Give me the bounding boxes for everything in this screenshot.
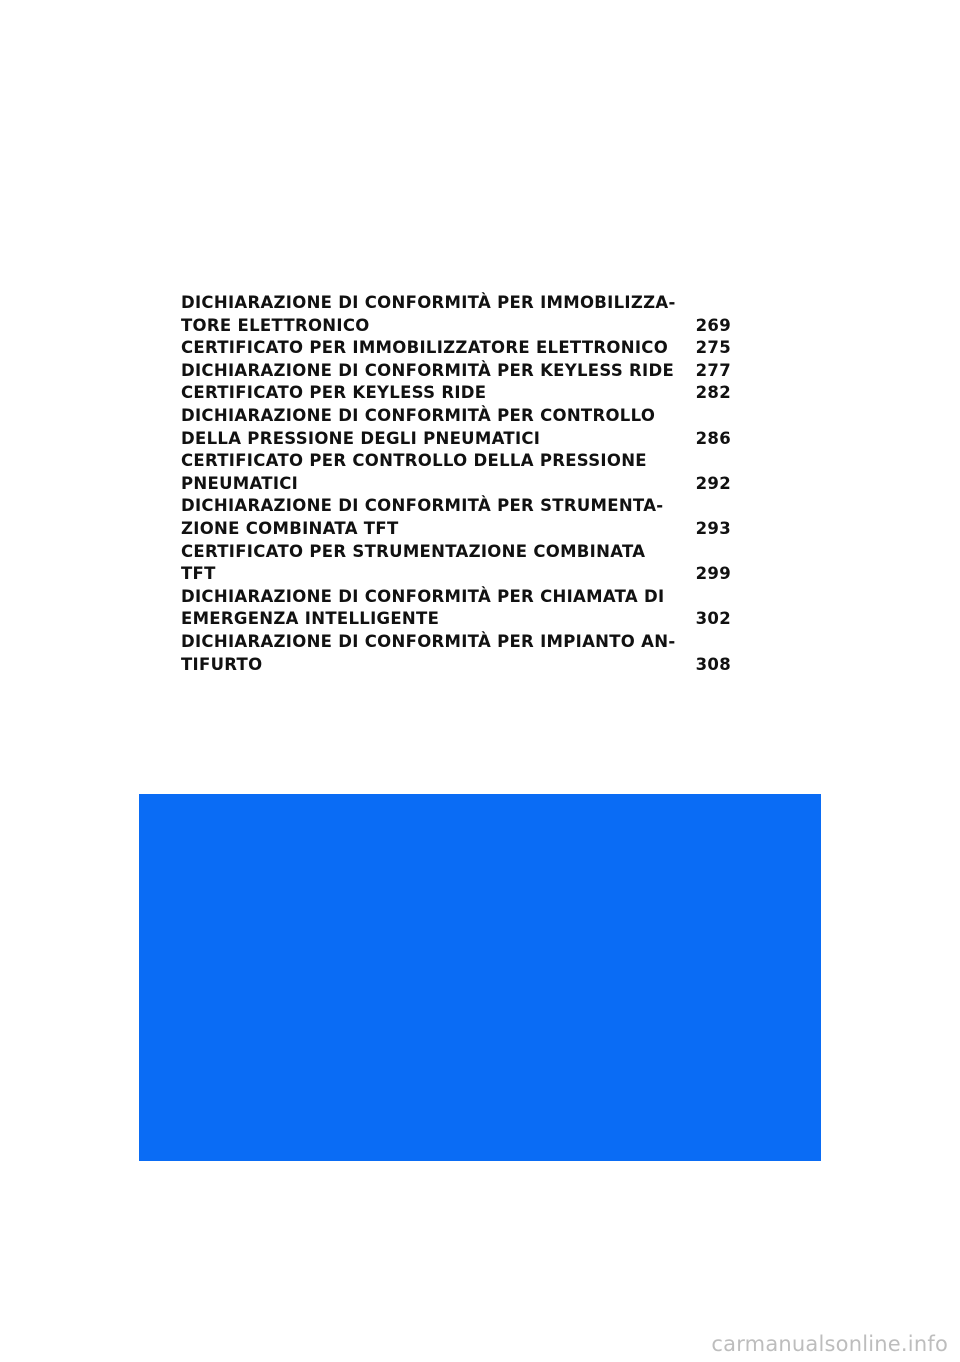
toc-entry-page: 292 — [695, 473, 731, 493]
toc-entry-title: CERTIFICATO PER STRUMENTAZIONE COMBINATA TFT — [181, 541, 646, 584]
table-of-contents — [181, 292, 731, 676]
toc-entry[interactable] — [181, 541, 731, 586]
toc-entry[interactable] — [181, 631, 731, 676]
toc-entry[interactable] — [181, 337, 731, 360]
toc-entry[interactable] — [181, 586, 731, 631]
toc-entry-page: 282 — [695, 383, 731, 403]
toc-entry-title: CERTIFICATO PER KEYLESS RIDE — [181, 383, 487, 403]
toc-entry[interactable] — [181, 360, 731, 383]
toc-entry[interactable] — [181, 382, 731, 405]
toc-entry-page: 302 — [695, 609, 731, 629]
toc-entry-page: 275 — [695, 338, 731, 358]
toc-entry-page: 286 — [695, 428, 731, 448]
watermark-text: carmanualsonline.info — [711, 1332, 948, 1356]
toc-entry-title: DICHIARAZIONE DI CONFORMITÀ PER STRUMENTA- ZIONE COMBINATA TFT — [181, 496, 664, 538]
toc-entry-title: CERTIFICATO PER CONTROLLO DELLA PRESSIONE PNEUMATICI — [181, 451, 647, 493]
toc-entry-page: 293 — [695, 518, 731, 538]
toc-entry-page: 277 — [695, 360, 731, 380]
blue-panel — [139, 794, 821, 1161]
toc-entry-title: DICHIARAZIONE DI CONFORMITÀ PER CONTROLLO DELLA PRESSIONE DEGLI PNEUMATICI — [181, 405, 656, 448]
toc-entry-title: DICHIARAZIONE DI CONFORMITÀ PER IMPIANTO AN- TIFURTO — [181, 631, 676, 674]
toc-entry-page: 299 — [695, 564, 731, 584]
toc-entry[interactable] — [181, 495, 731, 540]
toc-entry-title: DICHIARAZIONE DI CONFORMITÀ PER KEYLESS RIDE — [181, 360, 675, 380]
toc-entry[interactable] — [181, 292, 731, 337]
toc-entry[interactable] — [181, 405, 731, 450]
toc-entry-title: DICHIARAZIONE DI CONFORMITÀ PER CHIAMATA DI EMERGENZA INTELLIGENTE — [181, 586, 665, 629]
toc-entry-title: DICHIARAZIONE DI CONFORMITÀ PER IMMOBILIZZA- TORE ELETTRONICO — [181, 293, 676, 335]
toc-entry-title: CERTIFICATO PER IMMOBILIZZATORE ELETTRONICO — [181, 338, 669, 358]
toc-entry-page: 308 — [695, 654, 731, 674]
toc-entry[interactable] — [181, 450, 731, 495]
toc-entry-page: 269 — [695, 315, 731, 335]
